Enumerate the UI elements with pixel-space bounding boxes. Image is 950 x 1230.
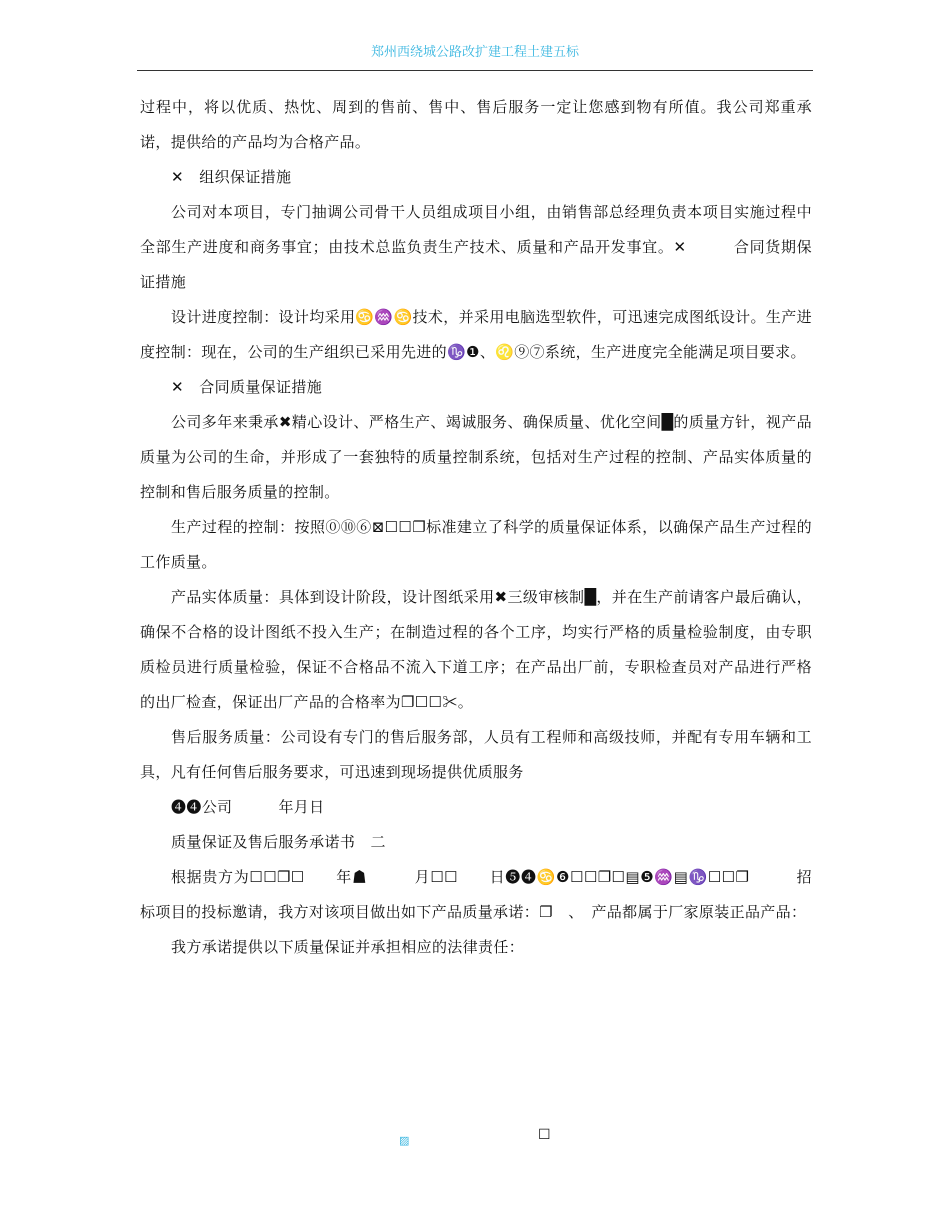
signature-line: ❹❹公司 年月日 (171, 798, 325, 816)
paragraph: 公司多年来秉承✖精心设计、严格生产、竭诚服务、确保质量、优化空间█的质量方针，视产品质量为公司的生命，并形成了一套独特的质量控制系统，包括对生产过程的控制、产品实体质量的控制和售后服务质量的控制。 (140, 413, 812, 501)
section-title-commitment: 质量保证及售后服务承诺书 二 (171, 833, 386, 851)
document-body (140, 90, 812, 965)
paragraph: 根据贵方为☐☐❐☐ 年☗ 月☐☐ 日❺❹♋❻☐☐❐☐▤❺♒▤♑☐☐❐ 招标项目的投标邀请，我方对该项目做出如下产品质量承诺：❐ 、 产品都属于厂家原装正品产品： (140, 868, 812, 921)
paragraph: 我方承诺提供以下质量保证并承担相应的法律责任： (171, 938, 525, 956)
header-title: 郑州西绕城公路改扩建工程土建五标 (370, 45, 579, 60)
paragraph: 售后服务质量：公司设有专门的售后服务部，人员有工程师和高级技师，并配有专用车辆和工具，凡有任何售后服务要求，可迅速到现场提供优质服务 (140, 728, 812, 781)
page-header (137, 36, 813, 70)
header-divider (137, 70, 813, 71)
paragraph: 过程中，将以优质、热忱、周到的售前、售中、售后服务一定让您感到物有所值。我公司郑重承诺，提供给的产品均为合格产品。 (140, 98, 812, 151)
section-heading-organization: ✕ 组织保证措施 (171, 168, 292, 186)
section-heading-quality: ✕ 合同质量保证措施 (171, 378, 323, 396)
paragraph: 设计进度控制：设计均采用♋♒♋技术，并采用电脑选型软件，可迅速完成图纸设计。生产进度控制：现在，公司的生产组织已采用先进的♑❶、♌⑨⑦系统，生产进度完全能满足项目要求。 (140, 308, 812, 361)
paragraph: 产品实体质量：具体到设计阶段，设计图纸采用✖三级审核制█，并在生产前请客户最后确认，确保不合格的设计图纸不投入生产；在制造过程的各个工序，均实行严格的质量检验制度，由专职质检员进行质量检验，保证不合格品不流入下道工序；在产品出厂前，专职检查员对产品进行严格的出厂检查，保证出厂产品的合格率为❐☐☐✂。 (140, 588, 812, 711)
paragraph: 公司对本项目，专门抽调公司骨干人员组成项目小组，由销售部总经理负责本项目实施过程中全部生产进度和商务事宜；由技术总监负责生产技术、质量和产品开发事宜。✕ 合同货期保证措施 (140, 203, 812, 291)
footer-left-mark: ▨ (399, 1134, 410, 1147)
footer-page-mark: ☐ (538, 1127, 551, 1143)
paragraph: 生产过程的控制：按照⓪⑩⑥⊠☐☐❐标准建立了科学的质量保证体系，以确保产品生产过程的工作质量。 (140, 518, 812, 571)
